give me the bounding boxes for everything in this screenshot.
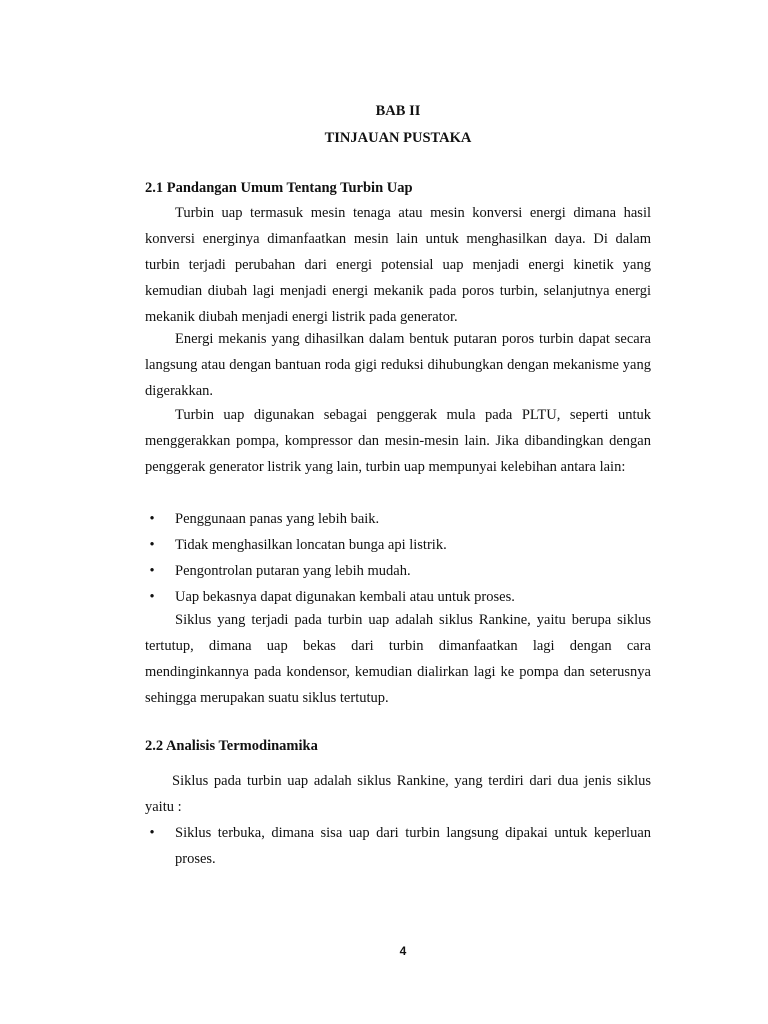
section-1-paragraph-1: Turbin uap termasuk mesin tenaga atau mesin konversi energi dimana hasil konversi energinya dimanfaatkan mesin lain untuk menghasilkan daya. Di dalam turbin terjadi perubahan dari energi potensial uap menjadi energi kinetik yang kemudian diubah lagi menjadi energi mekanik pada poros turbin, selanjutnya energi mekanik diubah menjadi energi listrik pada generator.: [145, 205, 651, 325]
bullet-icon: •: [149, 537, 155, 553]
page-number: 4: [399, 944, 407, 958]
list-item-text: Uap bekasnya dapat digunakan kembali atau untuk proses.: [175, 589, 515, 605]
list-item-text: Pengontrolan putaran yang lebih mudah.: [175, 563, 411, 579]
section-2-paragraph-1: Siklus pada turbin uap adalah siklus Rankine, yang terdiri dari dua jenis siklus yaitu :: [145, 773, 651, 815]
section-1-title: 2.1 Pandangan Umum Tentang Turbin Uap: [145, 180, 413, 196]
bullet-icon: •: [149, 563, 155, 579]
bullet-icon: •: [149, 511, 155, 527]
section-1-paragraph-2: Energi mekanis yang dihasilkan dalam bentuk putaran poros turbin dapat secara langsung atau dengan bantuan roda gigi reduksi dihubungkan dengan mekanisme yang digerakkan.: [145, 331, 651, 399]
list-item-text: Penggunaan panas yang lebih baik.: [175, 511, 380, 527]
section-1-paragraph-4: Siklus yang terjadi pada turbin uap adalah siklus Rankine, yaitu berupa siklus tertutup, dimana uap bekas dari turbin dimanfaatkan lagi dengan cara mendinginkannya pada kondensor, kemudian dialirkan lagi ke pompa dan seterusnya sehingga merupakan suatu siklus tertutup.: [145, 612, 651, 706]
bullet-icon: •: [149, 825, 155, 841]
bullet-icon: •: [149, 589, 155, 605]
chapter-title: TINJAUAN PUSTAKA: [324, 130, 472, 146]
list-item: [145, 820, 651, 872]
section-2-title: 2.2 Analisis Termodinamika: [145, 738, 318, 754]
chapter-label: BAB II: [375, 103, 421, 119]
section-1-paragraph-3: Turbin uap digunakan sebagai penggerak mula pada PLTU, seperti untuk menggerakkan pompa, kompressor dan mesin-mesin lain. Jika dibandingkan dengan penggerak generator listrik yang lain, turbin uap mempunyai kelebihan antara lain:: [145, 407, 651, 475]
list-item-text: Tidak menghasilkan loncatan bunga api listrik.: [175, 537, 447, 553]
list-item-text: Siklus terbuka, dimana sisa uap dari turbin langsung dipakai untuk keperluan proses.: [175, 825, 651, 867]
